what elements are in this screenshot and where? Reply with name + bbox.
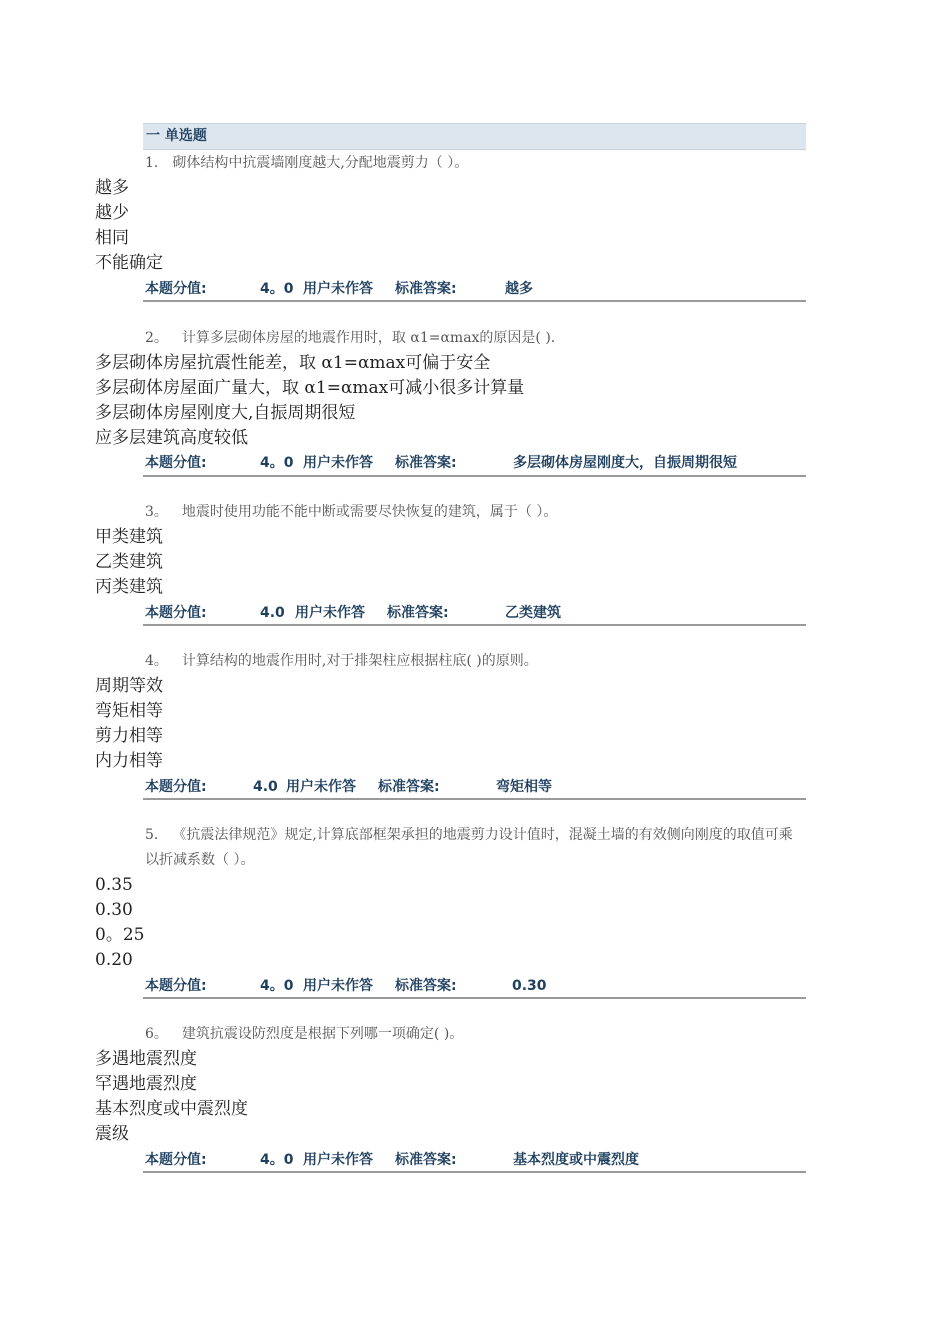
question-6-option-1[interactable]: 多遇地震烈度 (95, 1049, 197, 1069)
divider (143, 475, 806, 477)
answer-status: 用户未作答 (303, 281, 373, 297)
answer-label: 标准答案: (395, 1152, 457, 1168)
question-3-option-2[interactable]: 乙类建筑 (95, 552, 163, 572)
question-5-option-3[interactable]: 0。25 (95, 925, 145, 945)
question-5-score-row (145, 975, 806, 999)
answer-label: 标准答案: (395, 978, 457, 994)
answer-status: 用户未作答 (295, 605, 365, 621)
divider (143, 624, 806, 626)
question-1-number: 1. (145, 155, 159, 171)
question-2-option-3[interactable]: 多层砌体房屋刚度大,自振周期很短 (95, 403, 356, 423)
question-6-score-row (145, 1149, 806, 1173)
answer-status: 用户未作答 (303, 455, 373, 471)
score-label: 本题分值: (145, 978, 207, 994)
divider (143, 1171, 806, 1173)
score-label: 本题分值: (145, 455, 207, 471)
standard-answer: 多层砌体房屋刚度大，自振周期很短 (513, 455, 737, 471)
question-4-option-4[interactable]: 内力相等 (95, 751, 163, 771)
question-6-option-3[interactable]: 基本烈度或中震烈度 (95, 1099, 248, 1119)
question-1-option-4[interactable]: 不能确定 (95, 253, 163, 273)
question-4-text (145, 649, 805, 674)
standard-answer: 弯矩相等 (496, 779, 552, 795)
question-4-option-3[interactable]: 剪力相等 (95, 726, 163, 746)
standard-answer: 基本烈度或中震烈度 (513, 1152, 639, 1168)
score-value: 4.0 (260, 605, 285, 621)
standard-answer: 越多 (505, 281, 533, 297)
answer-status: 用户未作答 (303, 978, 373, 994)
divider (143, 300, 806, 302)
question-2-option-1[interactable]: 多层砌体房屋抗震性能差，取 α1=αmax可偏于安全 (95, 353, 491, 373)
question-4-option-1[interactable]: 周期等效 (95, 676, 163, 696)
answer-label: 标准答案: (395, 455, 457, 471)
question-2-score-row (145, 452, 806, 476)
divider (143, 798, 806, 800)
question-3-option-3[interactable]: 丙类建筑 (95, 577, 163, 597)
question-5-option-2[interactable]: 0.30 (95, 900, 133, 920)
score-value: 4。0 (260, 455, 294, 471)
score-value: 4。0 (260, 1152, 294, 1168)
question-1-score-row (145, 278, 806, 302)
answer-status: 用户未作答 (286, 779, 356, 795)
question-3-number: 3。 (145, 504, 168, 520)
score-value: 4。0 (260, 281, 294, 297)
question-5-option-1[interactable]: 0.35 (95, 875, 133, 895)
question-5-option-4[interactable]: 0.20 (95, 950, 133, 970)
question-2-number: 2。 (145, 330, 168, 346)
question-6-number: 6。 (145, 1026, 168, 1042)
question-6-text (145, 1022, 805, 1047)
question-4-option-2[interactable]: 弯矩相等 (95, 701, 163, 721)
question-2-option-4[interactable]: 应多层建筑高度较低 (95, 428, 248, 448)
standard-answer: 乙类建筑 (505, 605, 561, 621)
question-1-stem: 砌体结构中抗震墙刚度越大,分配地震剪力（ ）。 (172, 155, 469, 171)
answer-label: 标准答案: (387, 605, 449, 621)
question-4-stem: 计算结构的地震作用时,对于排架柱应根据柱底( )的原则。 (181, 653, 538, 669)
question-6-option-2[interactable]: 罕遇地震烈度 (95, 1074, 197, 1094)
score-label: 本题分值: (145, 779, 207, 795)
question-3-text (145, 500, 805, 525)
standard-answer: 0.30 (512, 978, 547, 994)
score-label: 本题分值: (145, 605, 207, 621)
question-1-text (145, 151, 805, 176)
section-header-single-choice: 一 单选题 (143, 123, 806, 150)
answer-label: 标准答案: (378, 779, 440, 795)
question-2-option-2[interactable]: 多层砌体房屋面广量大，取 α1=αmax可减小很多计算量 (95, 378, 525, 398)
question-6-stem: 建筑抗震设防烈度是根据下列哪一项确定( )。 (181, 1026, 464, 1042)
question-1-option-2[interactable]: 越少 (95, 203, 129, 223)
question-2-text (145, 326, 805, 351)
question-3-stem: 地震时使用功能不能中断或需要尽快恢复的建筑，属于（ ）。 (181, 504, 558, 520)
question-2-stem: 计算多层砌体房屋的地震作用时，取 α1=αmax的原因是( ). (181, 330, 556, 346)
question-6-option-4[interactable]: 震级 (95, 1124, 129, 1144)
question-1-option-1[interactable]: 越多 (95, 178, 129, 198)
answer-label: 标准答案: (395, 281, 457, 297)
question-5-text (145, 823, 805, 873)
score-value: 4.0 (253, 779, 278, 795)
score-label: 本题分值: (145, 281, 207, 297)
divider (143, 997, 806, 999)
question-5-stem: 《抗震法律规范》规定,计算底部框架承担的地震剪力设计值时，混凝土墙的有效侧向刚度的取值可乘以折减系数（ ）。 (145, 827, 793, 868)
answer-status: 用户未作答 (303, 1152, 373, 1168)
question-4-score-row (145, 776, 806, 800)
question-1-option-3[interactable]: 相同 (95, 228, 129, 248)
question-5-number: 5. (145, 827, 159, 843)
question-3-score-row (145, 602, 806, 626)
score-value: 4。0 (260, 978, 294, 994)
question-3-option-1[interactable]: 甲类建筑 (95, 527, 163, 547)
question-4-number: 4。 (145, 653, 168, 669)
score-label: 本题分值: (145, 1152, 207, 1168)
